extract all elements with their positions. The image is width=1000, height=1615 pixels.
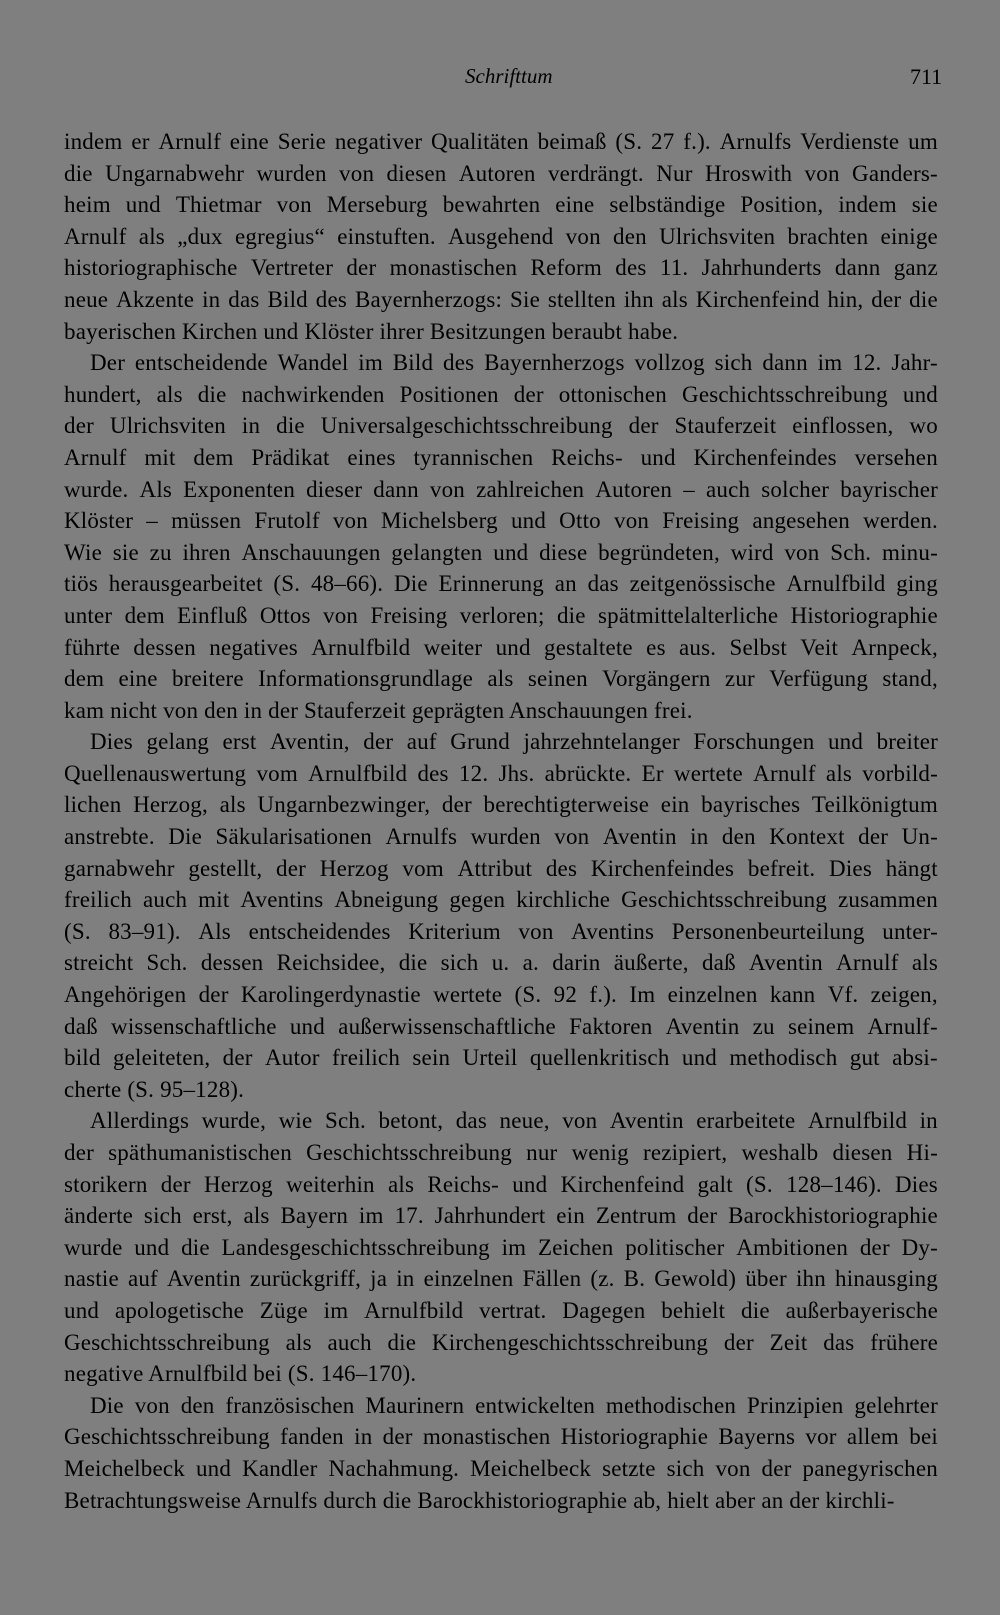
text-line: streicht Sch. dessen Reichsidee, die sich u. a. darin äußerte, daß Aventin Arnulf als (64, 950, 938, 976)
text-line: Dies gelang erst Aventin, der auf Grund jahrzehntelanger Forschungen und breiter (90, 729, 938, 755)
text-line: daß wissenschaftliche und außerwissenschaftliche Faktoren Aventin zu seinem Arnulf- (64, 1013, 938, 1039)
text-line: Quellenauswertung vom Arnulfbild des 12. Jhs. abrückte. Er wertete Arnulf als vorbild- (64, 760, 938, 786)
text-line: historiographische Vertreter der monastischen Reform des 11. Jahrhunderts dann ganz (64, 255, 938, 281)
text-line: dem eine breitere Informationsgrundlage als seinen Vorgängern zur Verfügung stand, (64, 666, 938, 692)
body-text (64, 126, 938, 1516)
text-line: Der entscheidende Wandel im Bild des Bayernherzogs vollzog sich dann im 12. Jahr- (90, 350, 938, 376)
text-line: Allerdings wurde, wie Sch. betont, das neue, von Aventin erarbeitete Arnulfbild in (90, 1108, 938, 1134)
text-line: Angehörigen der Karolingerdynastie wertete (S. 92 f.). Im einzelnen kann Vf. zeigen, (64, 982, 938, 1008)
text-line: bild geleiteten, der Autor freilich sein Urteil quellenkritisch und methodisch gut absi- (64, 1045, 938, 1071)
text-line: neue Akzente in das Bild des Bayernherzogs: Sie stellten ihn als Kirchenfeind hin, der die (64, 286, 938, 312)
text-line: Arnulf mit dem Prädikat eines tyrannischen Reichs- und Kirchenfeindes versehen (64, 444, 938, 470)
paragraph (64, 726, 938, 1105)
text-line: indem er Arnulf eine Serie negativer Qualitäten beimaß (S. 27 f.). Arnulfs Verdienste um (64, 129, 938, 154)
text-line: der späthumanistischen Geschichtsschreibung nur wenig rezipiert, weshalb diesen Hi- (64, 1140, 938, 1165)
text-line: Geschichtsschreibung als auch die Kirchengeschichtsschreibung der Zeit das frühere (64, 1329, 938, 1355)
paragraph (64, 126, 938, 347)
text-line: (S. 83–91). Als entscheidendes Kriterium von Aventins Personenbeurteilung unter- (64, 918, 938, 944)
text-line: anstrebte. Die Säkularisationen Arnulfs wurden von Aventin in den Kontext der Un- (64, 824, 938, 850)
text-line: nastie auf Aventin zurückgriff, ja in einzelnen Fällen (z. B. Gewold) über ihn hinausging (64, 1266, 938, 1292)
text-line: und apologetische Züge im Arnulfbild vertrat. Dagegen behielt die außerbayerische (64, 1297, 938, 1323)
paragraph (64, 1390, 938, 1516)
text-line: wurde und die Landesgeschichtsschreibung im Zeichen politischer Ambitionen der Dy- (64, 1234, 938, 1260)
text-line: Geschichtsschreibung fanden in der monastischen Historiographie Bayerns vor allem bei (64, 1424, 938, 1450)
page-number: 711 (910, 64, 943, 89)
running-title: Schrifttum (465, 64, 553, 88)
text-line: der Ulrichsviten in die Universalgeschichtsschreibung der Stauferzeit einflossen, wo (64, 413, 938, 439)
text-line: die Ungarnabwehr wurden von diesen Autoren verdrängt. Nur Hroswith von Ganders- (64, 160, 938, 186)
text-line: unter dem Einfluß Ottos von Freising verloren; die spätmittelalterliche Historiographie (64, 602, 938, 628)
text-line: Meichelbeck und Kandler Nachahmung. Meichelbeck setzte sich von der panegyrischen (64, 1455, 938, 1481)
text-line: Betrachtungsweise Arnulfs durch die Barockhistoriographie ab, hielt aber an der kirchli- (64, 1487, 895, 1513)
text-line: führte dessen negatives Arnulfbild weiter und gestaltete es aus. Selbst Veit Arnpeck, (64, 634, 938, 660)
text-line: freilich auch mit Aventins Abneigung gegen kirchliche Geschichtsschreibung zusammen (64, 887, 938, 913)
running-head (0, 58, 1000, 98)
text-line: wurde. Als Exponenten dieser dann von zahlreichen Autoren – auch solcher bayrischer (64, 476, 938, 502)
text-line: bayerischen Kirchen und Klöster ihrer Besitzungen beraubt habe. (64, 318, 679, 344)
text-line: negative Arnulfbild bei (S. 146–170). (64, 1361, 417, 1387)
text-line: kam nicht von den in der Stauferzeit geprägten Anschauungen frei. (64, 697, 693, 723)
text-line: heim und Thietmar von Merseburg bewahrten eine selbständige Position, indem sie (64, 192, 938, 218)
text-line: garnabwehr gestellt, der Herzog vom Attribut des Kirchenfeindes befreit. Dies hängt (64, 855, 938, 881)
text-line: storikern der Herzog weiterhin als Reichs- und Kirchenfeind galt (S. 128–146). Dies (64, 1171, 938, 1197)
text-line: Wie sie zu ihren Anschauungen gelangten und diese begründeten, wird von Sch. minu- (64, 539, 938, 565)
text-line: änderte sich erst, als Bayern im 17. Jahrhundert ein Zentrum der Barockhistoriographie (64, 1203, 938, 1229)
text-line: Die von den französischen Maurinern entwickelten methodischen Prinzipien gelehrter (90, 1392, 938, 1418)
paragraph (64, 1105, 938, 1389)
text-line: Arnulf als „dux egregius“ einstuften. Ausgehend von den Ulrichsviten brachten einige (64, 223, 938, 249)
text-line: lichen Herzog, als Ungarnbezwinger, der berechtigterweise ein bayrisches Teilkönigtum (64, 792, 938, 818)
text-line: cherte (S. 95–128). (64, 1076, 245, 1102)
text-line: tiös herausgearbeitet (S. 48–66). Die Erinnerung an das zeitgenössische Arnulfbild ging (64, 571, 938, 597)
text-line: hundert, als die nachwirkenden Positionen der ottonischen Geschichtsschreibung und (64, 381, 938, 407)
paragraph (64, 347, 938, 726)
text-line: Klöster – müssen Frutolf von Michelsberg und Otto von Freising angesehen werden. (64, 508, 938, 534)
